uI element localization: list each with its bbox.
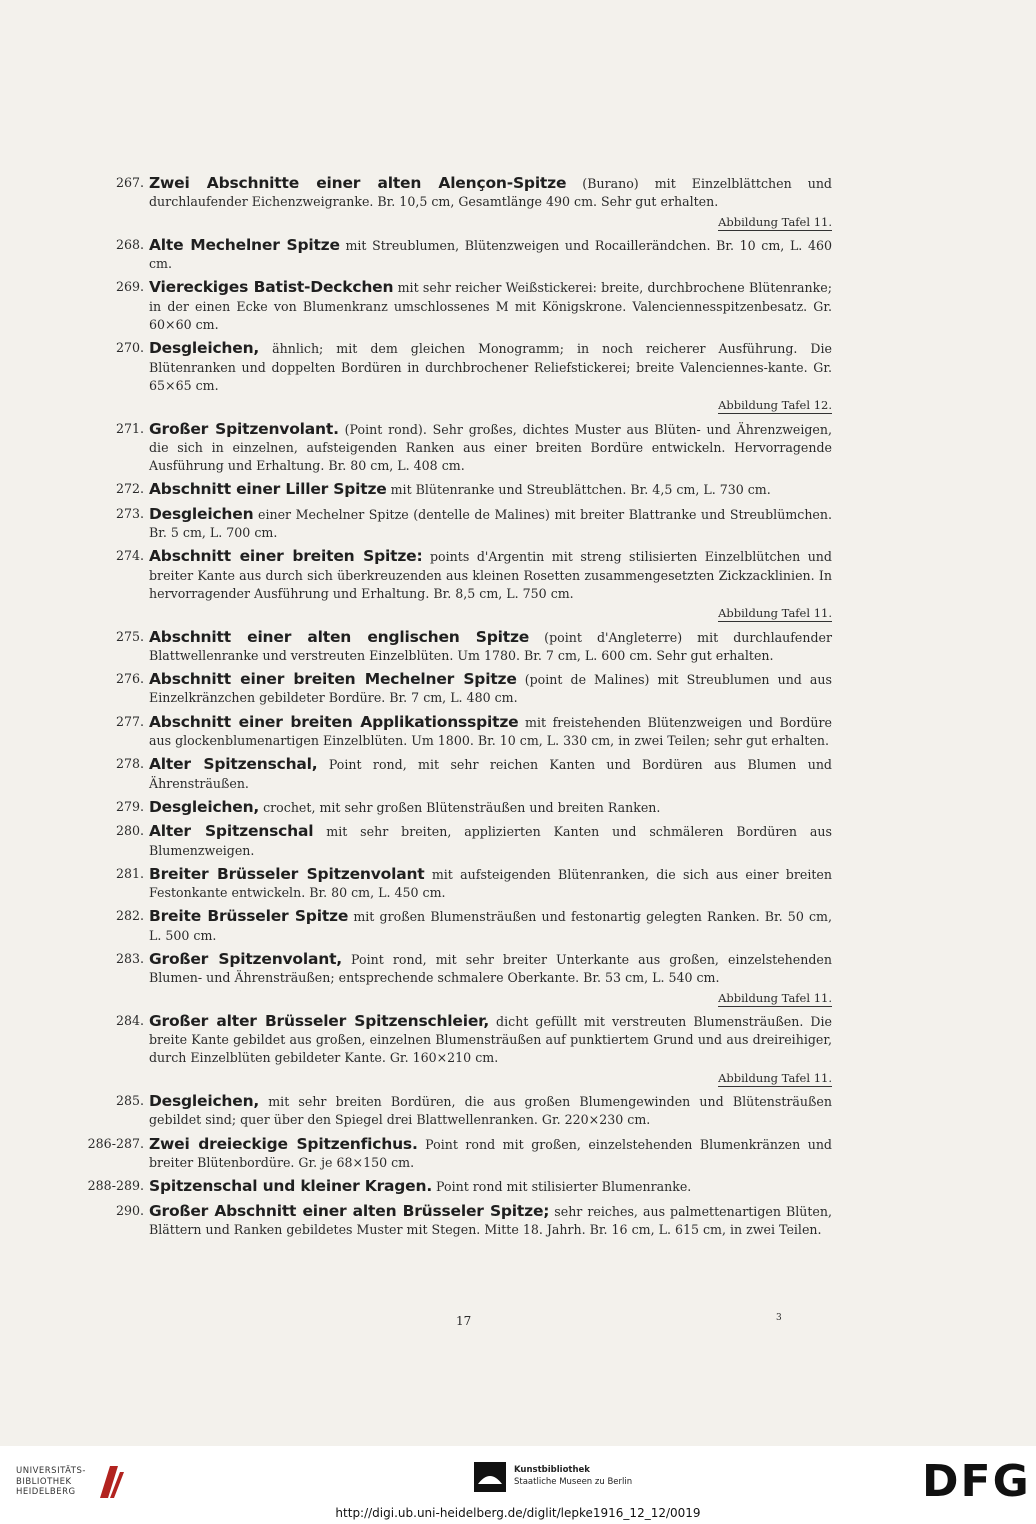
- entry-number: 276.: [115, 671, 144, 687]
- entry-body: [149, 420, 832, 476]
- entry-description: Point rond mit stilisierter Blumenranke.: [432, 1179, 692, 1195]
- entry-description: Point rond, mit sehr reichen Kanten und Bordüren aus Blumen und Ährensträußen.: [149, 757, 832, 791]
- entry-body: [149, 950, 832, 1007]
- entry-description: mit sehr breiten, applizierten Kanten und schmäleren Bordüren aus Blumenzweigen.: [149, 824, 832, 858]
- catalog-entry: [96, 480, 832, 499]
- catalog-entry: [96, 950, 832, 1007]
- entry-description: Point rond mit großen, einzelstehenden Blumenkränzen und breiter Blütenbordüre. Gr. je 68×150 cm.: [149, 1136, 832, 1170]
- entry-number: 270.: [115, 340, 144, 356]
- signature-mark: 3: [776, 1313, 782, 1323]
- kunstbibliothek-logo-icon: [474, 1462, 506, 1492]
- entry-title: Desgleichen: [149, 504, 254, 523]
- entry-number: 277.: [115, 713, 144, 729]
- entry-title: Abschnitt einer Liller Spitze: [149, 480, 387, 499]
- entry-title: Breiter Brüsseler Spitzenvolant: [149, 864, 425, 883]
- entry-description: mit Streublumen, Blütenzweigen und Rocaillerändchen. Br. 10 cm, L. 460 cm.: [149, 237, 832, 272]
- catalog-entry: [96, 547, 832, 622]
- entry-title: Viereckiges Batist-Deckchen: [149, 278, 394, 297]
- catalog-entry: [96, 865, 832, 903]
- catalog-entry: [96, 174, 832, 231]
- entry-number: 290.: [115, 1202, 144, 1218]
- entry-number: 268.: [115, 236, 144, 252]
- plate-reference: Abbildung Tafel 12.: [718, 398, 832, 413]
- plate-reference: Abbildung Tafel 11.: [718, 214, 832, 229]
- entry-title: Zwei Abschnitte einer alten Alençon-Spitze: [149, 174, 567, 192]
- catalog-entry: [96, 1012, 832, 1087]
- catalog-entry: [96, 420, 832, 476]
- entry-body: [149, 798, 832, 817]
- dfg-logo: DFG: [922, 1456, 1031, 1507]
- catalog-entry: [96, 1202, 832, 1240]
- entry-description: points d'Argentin mit streng stilisierten Einzelblütchen und breiter Kante aus durch sich überkreuzenden aus kleinen Rosetten zusammengesetzten Zickzacklinien. In hervorragender Ausführung und Erhaltung. Br. 8,5 cm, L. 750 cm.: [149, 549, 832, 601]
- catalog-entries: [87, 174, 833, 1244]
- catalog-entry: [96, 505, 832, 543]
- university-logo-icon: [96, 1462, 126, 1502]
- entry-title: Abschnitt einer breiten Applikationsspitze: [149, 712, 519, 731]
- entry-number: 285.: [115, 1093, 144, 1109]
- entry-reference-line: [149, 213, 832, 231]
- entry-description: (Point rond). Sehr großes, dichtes Muster aus Blüten- und Ährenzweigen, die sich in einzelnen, aufsteigenden Ranken aus einer breiten Bordüre entwickeln. Hervorragende Ausführung und Erhaltung. Br. 80 cm, L. 408 cm.: [149, 421, 832, 474]
- entry-number: 269.: [115, 279, 144, 295]
- entry-body: [149, 907, 832, 945]
- entry-number: 284.: [115, 1012, 144, 1028]
- entry-title: Großer Abschnitt einer alten Brüsseler Spitze;: [149, 1201, 550, 1220]
- entry-title: Alte Mechelner Spitze: [149, 235, 340, 254]
- entry-description: dicht gefüllt mit verstreuten Blumensträußen. Die breite Kante gebildet aus großen, einzelnen Blumensträußen auf punktiertem Grund und aus dreireihiger, durch Einzelblüten gebildeter Kante. Gr. 160×210 cm.: [149, 1013, 832, 1066]
- entry-body: [149, 865, 832, 903]
- entry-body: [149, 339, 832, 414]
- entry-description: mit großen Blumensträußen und festonartig gelegten Ranken. Br. 50 cm, L. 500 cm.: [149, 909, 832, 943]
- entry-title: Großer Spitzenvolant.: [149, 419, 339, 438]
- catalog-entry: [96, 1092, 832, 1130]
- entry-description: einer Mechelner Spitze (dentelle de Malines) mit breiter Blattranke und Streublümchen. Br. 5 cm, L. 700 cm.: [149, 506, 832, 541]
- entry-title: Spitzenschal und kleiner Kragen.: [149, 1177, 433, 1196]
- catalog-entry: [96, 755, 832, 793]
- entry-body: [149, 628, 832, 666]
- entry-body: [149, 755, 832, 793]
- entry-body: [149, 713, 832, 751]
- source-url: http://digi.ub.uni-heidelberg.de/diglit/lepke1916_12_12/0019: [335, 1506, 701, 1520]
- university-line-3: HEIDELBERG: [16, 1487, 76, 1497]
- entry-number: 278.: [115, 756, 144, 772]
- catalog-entry: [96, 713, 832, 751]
- catalog-entry: [96, 339, 832, 414]
- entry-description: mit freistehenden Blütenzweigen und Bordüre aus glockenblumenartigen Einzelblüten. Um 1800. Br. 10 cm, L. 330 cm, in zwei Teilen; sehr gut erhalten.: [149, 714, 833, 749]
- entry-number: 275.: [115, 628, 144, 644]
- entry-number: 274.: [115, 548, 144, 564]
- entry-description: mit Blütenranke und Streublättchen. Br. 4,5 cm, L. 730 cm.: [386, 482, 771, 498]
- entry-body: [149, 670, 832, 708]
- footer: [0, 1446, 1036, 1524]
- entry-body: [149, 278, 832, 334]
- catalog-entry: [87, 1134, 832, 1173]
- entry-title: Desgleichen,: [149, 1092, 260, 1111]
- entry-body: [149, 822, 832, 860]
- entry-title: Abschnitt einer breiten Mechelner Spitze: [149, 670, 517, 689]
- entry-number: 267.: [115, 175, 144, 190]
- catalog-entry: [96, 236, 832, 274]
- entry-reference-line: [149, 989, 832, 1007]
- plate-reference: Abbildung Tafel 11.: [718, 990, 832, 1005]
- entry-description: mit aufsteigenden Blütenranken, die sich aus einer breiten Festonkante entwickeln. Br. 80 cm, L. 450 cm.: [149, 866, 832, 901]
- university-library-name: [16, 1466, 86, 1498]
- entry-title: Breite Brüsseler Spitze: [149, 907, 349, 926]
- entry-description: (Burano) mit Einzelblättchen und durchlaufender Eichenzweigranke. Br. 10,5 cm, Gesamtlänge 490 cm. Sehr gut erhalten.: [149, 176, 832, 210]
- entry-number: 283.: [115, 950, 144, 966]
- plate-reference: Abbildung Tafel 11.: [718, 606, 832, 621]
- kb-name: Kunstbibliothek: [514, 1465, 590, 1475]
- entry-number: 273.: [115, 505, 144, 521]
- entry-body: [149, 1177, 832, 1196]
- catalog-entry: [96, 670, 832, 708]
- university-line-1: UNIVERSITÄTS-: [16, 1466, 86, 1476]
- entry-reference-line: [149, 604, 832, 622]
- entry-title: Alter Spitzenschal: [149, 822, 314, 841]
- catalog-entry: [96, 278, 832, 334]
- entry-number: 282.: [115, 908, 144, 924]
- entry-number: 279.: [115, 798, 144, 814]
- entry-body: [149, 1135, 832, 1173]
- catalog-entry: [96, 822, 832, 860]
- entry-body: [149, 505, 832, 543]
- catalog-entry: [96, 798, 832, 817]
- entry-title: Abschnitt einer alten englischen Spitze: [149, 627, 530, 646]
- entry-reference-line: [149, 1069, 832, 1087]
- catalog-entry: [96, 628, 832, 666]
- entry-body: [149, 236, 832, 274]
- entry-title: Alter Spitzenschal,: [149, 755, 318, 774]
- entry-description: sehr reiches, aus palmettenartigen Blüten, Blättern und Ranken gebildetes Muster mit Stegen. Mitte 18. Jahrh. Br. 16 cm, L. 615 cm, in zwei Teilen.: [149, 1203, 832, 1237]
- entry-title: Desgleichen,: [149, 339, 260, 358]
- entry-description: crochet, mit sehr großen Blütensträußen und breiten Ranken.: [259, 799, 661, 815]
- entry-body: [149, 480, 832, 499]
- entry-body: [149, 1202, 832, 1240]
- entry-title: Großer alter Brüsseler Spitzenschleier,: [149, 1011, 490, 1030]
- entry-description: Point rond, mit sehr breiter Unterkante aus großen, einzelstehenden Blumen- und Ährensträußen; entsprechende schmalere Oberkante. Br. 53 cm, L. 540 cm.: [149, 951, 832, 986]
- entry-number: 271.: [115, 420, 144, 436]
- kunstbibliothek-name: [514, 1464, 632, 1488]
- plate-reference: Abbildung Tafel 11.: [718, 1070, 832, 1085]
- entry-title: Abschnitt einer breiten Spitze:: [149, 547, 423, 566]
- university-line-2: BIBLIOTHEK: [16, 1476, 72, 1487]
- page-number: 17: [456, 1314, 472, 1328]
- entry-title: Zwei dreieckige Spitzenfichus.: [149, 1134, 418, 1153]
- entry-body: [149, 174, 832, 231]
- entry-body: [149, 547, 832, 622]
- entry-title: Großer Spitzenvolant,: [149, 949, 342, 968]
- catalog-entry: [87, 1177, 832, 1196]
- entry-description: ähnlich; mit dem gleichen Monogramm; in noch reicherer Ausführung. Die Blütenranken und doppelten Bordüren in durchbrochener Reliefstickerei; breite Valenciennes-kante. Gr. 65×65 cm.: [149, 341, 832, 393]
- entry-number: 280.: [115, 823, 144, 839]
- entry-number: 288-289.: [87, 1178, 144, 1194]
- entry-body: [149, 1092, 832, 1130]
- entry-number: 281.: [115, 865, 144, 881]
- entry-description: (point d'Angleterre) mit durchlaufender Blattwellenranke und verstreuten Einzelblüten. Um 1780. Br. 7 cm, L. 600 cm. Sehr gut erhalten.: [149, 629, 832, 663]
- entry-reference-line: [149, 396, 832, 414]
- entry-number: 272.: [115, 481, 144, 497]
- entry-description: mit sehr reicher Weißstickerei: breite, durchbrochene Blütenranke; in der einen Ecke von Blumenkranz umschlossenes M mit Königskrone. Valenciennesspitzenbesatz. Gr. 60×60 cm.: [149, 280, 832, 333]
- kb-subtitle: Staatliche Museen zu Berlin: [514, 1477, 633, 1487]
- entry-title: Desgleichen,: [149, 797, 260, 816]
- entry-number: 286-287.: [87, 1135, 144, 1151]
- entry-description: (point de Malines) mit Streublumen und aus Einzelkränzchen gebildeter Bordüre. Br. 7 cm, L. 480 cm.: [149, 672, 832, 706]
- entry-body: [149, 1012, 832, 1087]
- entry-description: mit sehr breiten Bordüren, die aus großen Blumengewinden und Blütensträußen gebildet sind; quer über den Spiegel drei Blattwellenranken. Gr. 220×230 cm.: [149, 1094, 832, 1128]
- catalog-entry: [96, 907, 832, 945]
